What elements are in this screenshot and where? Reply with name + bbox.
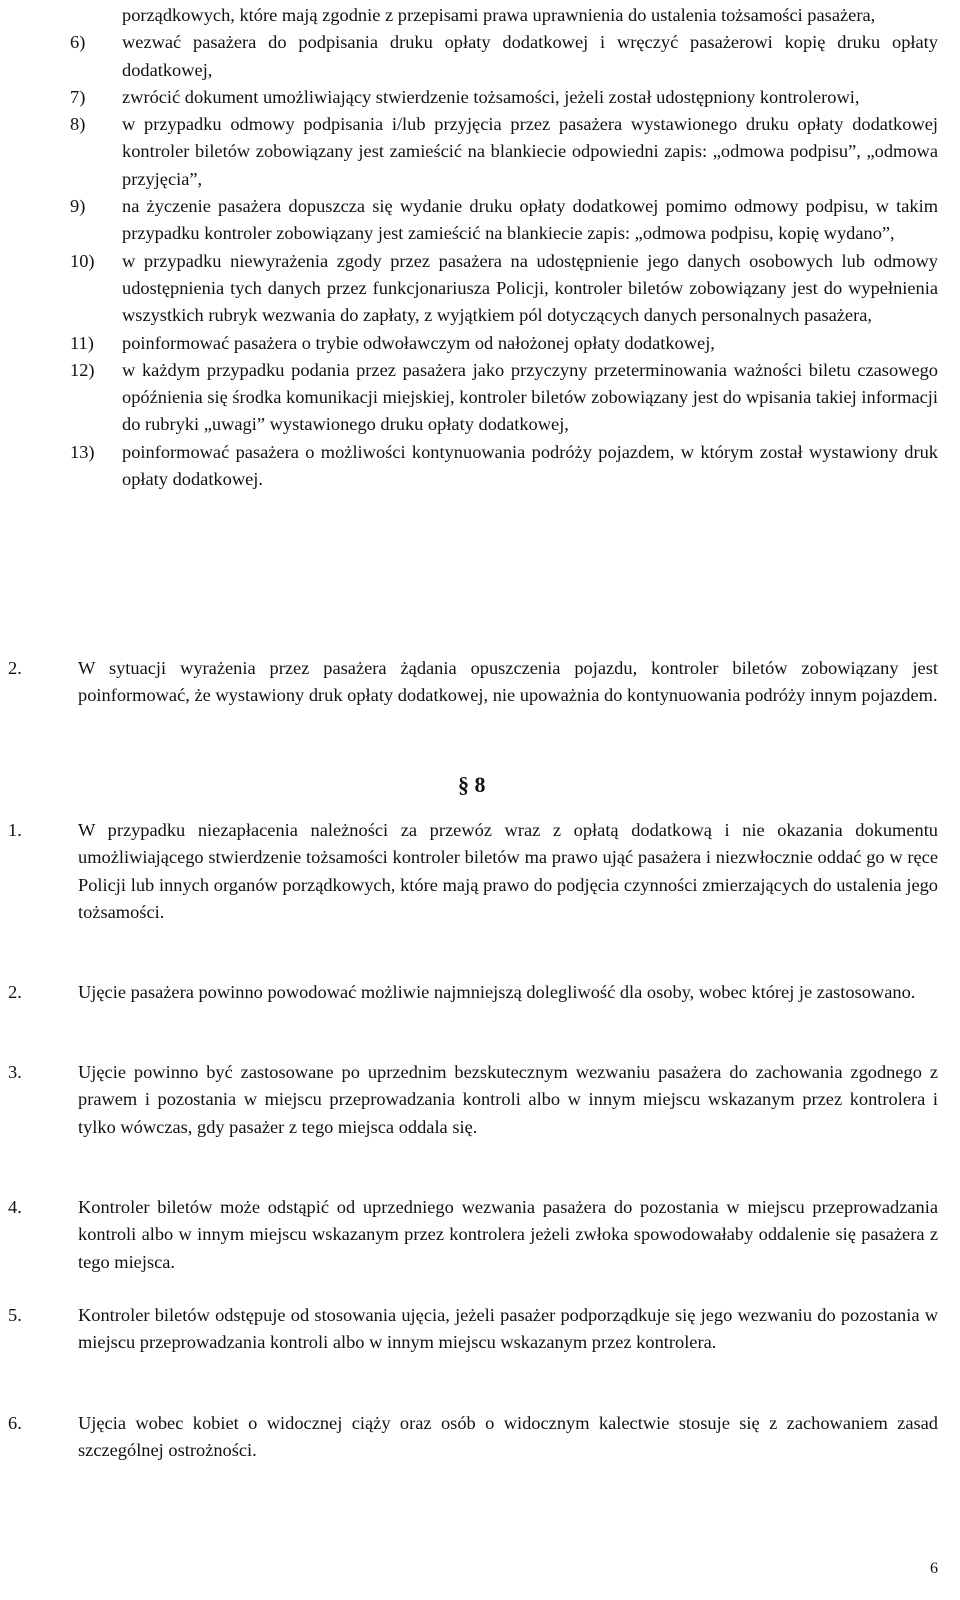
paragraph-text: W sytuacji wyrażenia przez pasażera żądania opuszczenia pojazdu, kontroler biletów zobowiązany jest poinformować, że wystawiony druk opłaty dodatkowej, nie upoważnia do kontynuowania podróży innym pojazdem. [78,658,938,706]
item-number: 7) [70,86,86,107]
item-number: 10) [70,250,95,271]
item-text: w przypadku odmowy podpisania i/lub przyjęcia przez pasażera wystawionego druku opłaty dodatkowej kontroler biletów zobowiązany jest zamieścić na blankiecie odpowiedni zapis: „odmowa podpisu”, „odmowa przyjęcia”, [122,114,938,189]
item-text: poinformować pasażera o trybie odwoławczym od nałożonej opłaty dodatkowej, [122,332,715,353]
page-number: 6 [930,1560,938,1577]
item-text: zwrócić dokument umożliwiający stwierdzenie tożsamości, jeżeli został udostępniony kontrolerowi, [122,86,860,107]
paragraph-6 [8,1410,938,1465]
item-text: poinformować pasażera o możliwości kontynuowania podróży pojazdem, w którym został wystawiony druk opłaty dodatkowej. [122,441,938,490]
item-text: w przypadku niewyrażenia zgody przez pasażera na udostępnienie jego danych osobowych lub odmowy udostępnienia tych danych przez funkcjonariusza Policji, kontroler biletów zobowiązany jest do wypełnienia wszystkich rubryk wezwania do zapłaty, z wyjątkiem pól dotyczących danych personalnych pasażera, [122,250,938,326]
item-number: 13) [70,441,95,462]
paragraph-number: 3. [8,1062,22,1082]
list-item [70,2,938,29]
paragraph-5 [8,1302,938,1357]
list-item [70,29,938,84]
paragraph-number: 2. [8,982,22,1002]
paragraph-text: Ujęcie powinno być zastosowane po uprzednim bezskutecznym wezwaniu pasażera do zachowania zgodnego z prawem i pozostania w miejscu przeprowadzania kontroli albo w innym miejscu wskazanym przez kontrolera i tylko wówczas, gdy pasażer z tego miejsca oddala się. [78,1062,938,1137]
paragraph-2-prev [8,655,938,710]
item-number: 12) [70,359,95,380]
section-heading: § 8 [458,772,486,797]
paragraph-3 [8,1059,938,1141]
list-item [70,111,938,193]
list-item [70,248,938,330]
item-number: 6) [70,32,86,53]
item-text: porządkowych, które mają zgodnie z przepisami prawa uprawnienia do ustalenia tożsamości pasażera, [122,5,876,25]
sub-item-list [70,2,938,493]
paragraph-2 [8,979,938,1006]
item-number: 11) [70,332,94,353]
item-text: wezwać pasażera do podpisania druku opłaty dodatkowej i wręczyć pasażerowi kopię druku opłaty dodatkowej, [122,32,938,80]
list-item [70,330,938,357]
item-text: w każdym przypadku podania przez pasażera jako przyczyny przeterminowania ważności biletu czasowego opóźnienia się środka komunikacji miejskiej, kontroler biletów zobowiązany jest do wpisania takiej informacji do rubryki „uwagi” wystawionego druku opłaty dodatkowej, [122,359,938,435]
list-item [70,193,938,248]
paragraph-text: W przypadku niezapłacenia należności za przewóz wraz z opłatą dodatkową i nie okazania dokumentu umożliwiającego stwierdzenie tożsamości kontroler biletów ma prawo ująć pasażera i niezwłocznie oddać go w ręce Policji lub innych organów porządkowych, które mają prawo do podjęcia czynności zmierzających do ustalenia jego tożsamości. [78,820,938,922]
paragraph-number: 6. [8,1413,22,1433]
paragraph-text: Ujęcia wobec kobiet o widocznej ciąży oraz osób o widocznym kalectwie stosuje się z zachowaniem zasad szczególnej ostrożności. [78,1413,938,1461]
paragraph-number: 2. [8,658,22,678]
list-item [70,439,938,494]
paragraph-4 [8,1194,938,1276]
paragraph-number: 1. [8,820,22,840]
item-number: 9) [70,196,86,217]
list-item [70,84,938,111]
paragraph-number: 4. [8,1197,22,1217]
paragraph-text: Kontroler biletów może odstąpić od uprzedniego wezwania pasażera do pozostania w miejscu przeprowadzania kontroli albo w innym miejscu wskazanym przez kontrolera jeżeli zwłoka spowodowałaby oddalenie się pasażera z tego miejsca. [78,1197,938,1272]
list-item [70,357,938,439]
paragraph-1 [8,817,938,926]
paragraph-text: Kontroler biletów odstępuje od stosowania ujęcia, jeżeli pasażer podporządkuje się jego wezwaniu do pozostania w miejscu przeprowadzania kontroli albo w innym miejscu wskazanym przez kontrolera. [78,1305,938,1353]
item-number: 8) [70,114,86,135]
paragraph-text: Ujęcie pasażera powinno powodować możliwie najmniejszą dolegliwość dla osoby, wobec której je zastosowano. [78,982,916,1002]
paragraph-number: 5. [8,1305,22,1325]
item-text: na życzenie pasażera dopuszcza się wydanie druku opłaty dodatkowej pomimo odmowy podpisu, w takim przypadku kontroler zobowiązany jest zamieścić na blankiecie zapis: „odmowa podpisu, kopię wydano”, [122,196,938,244]
